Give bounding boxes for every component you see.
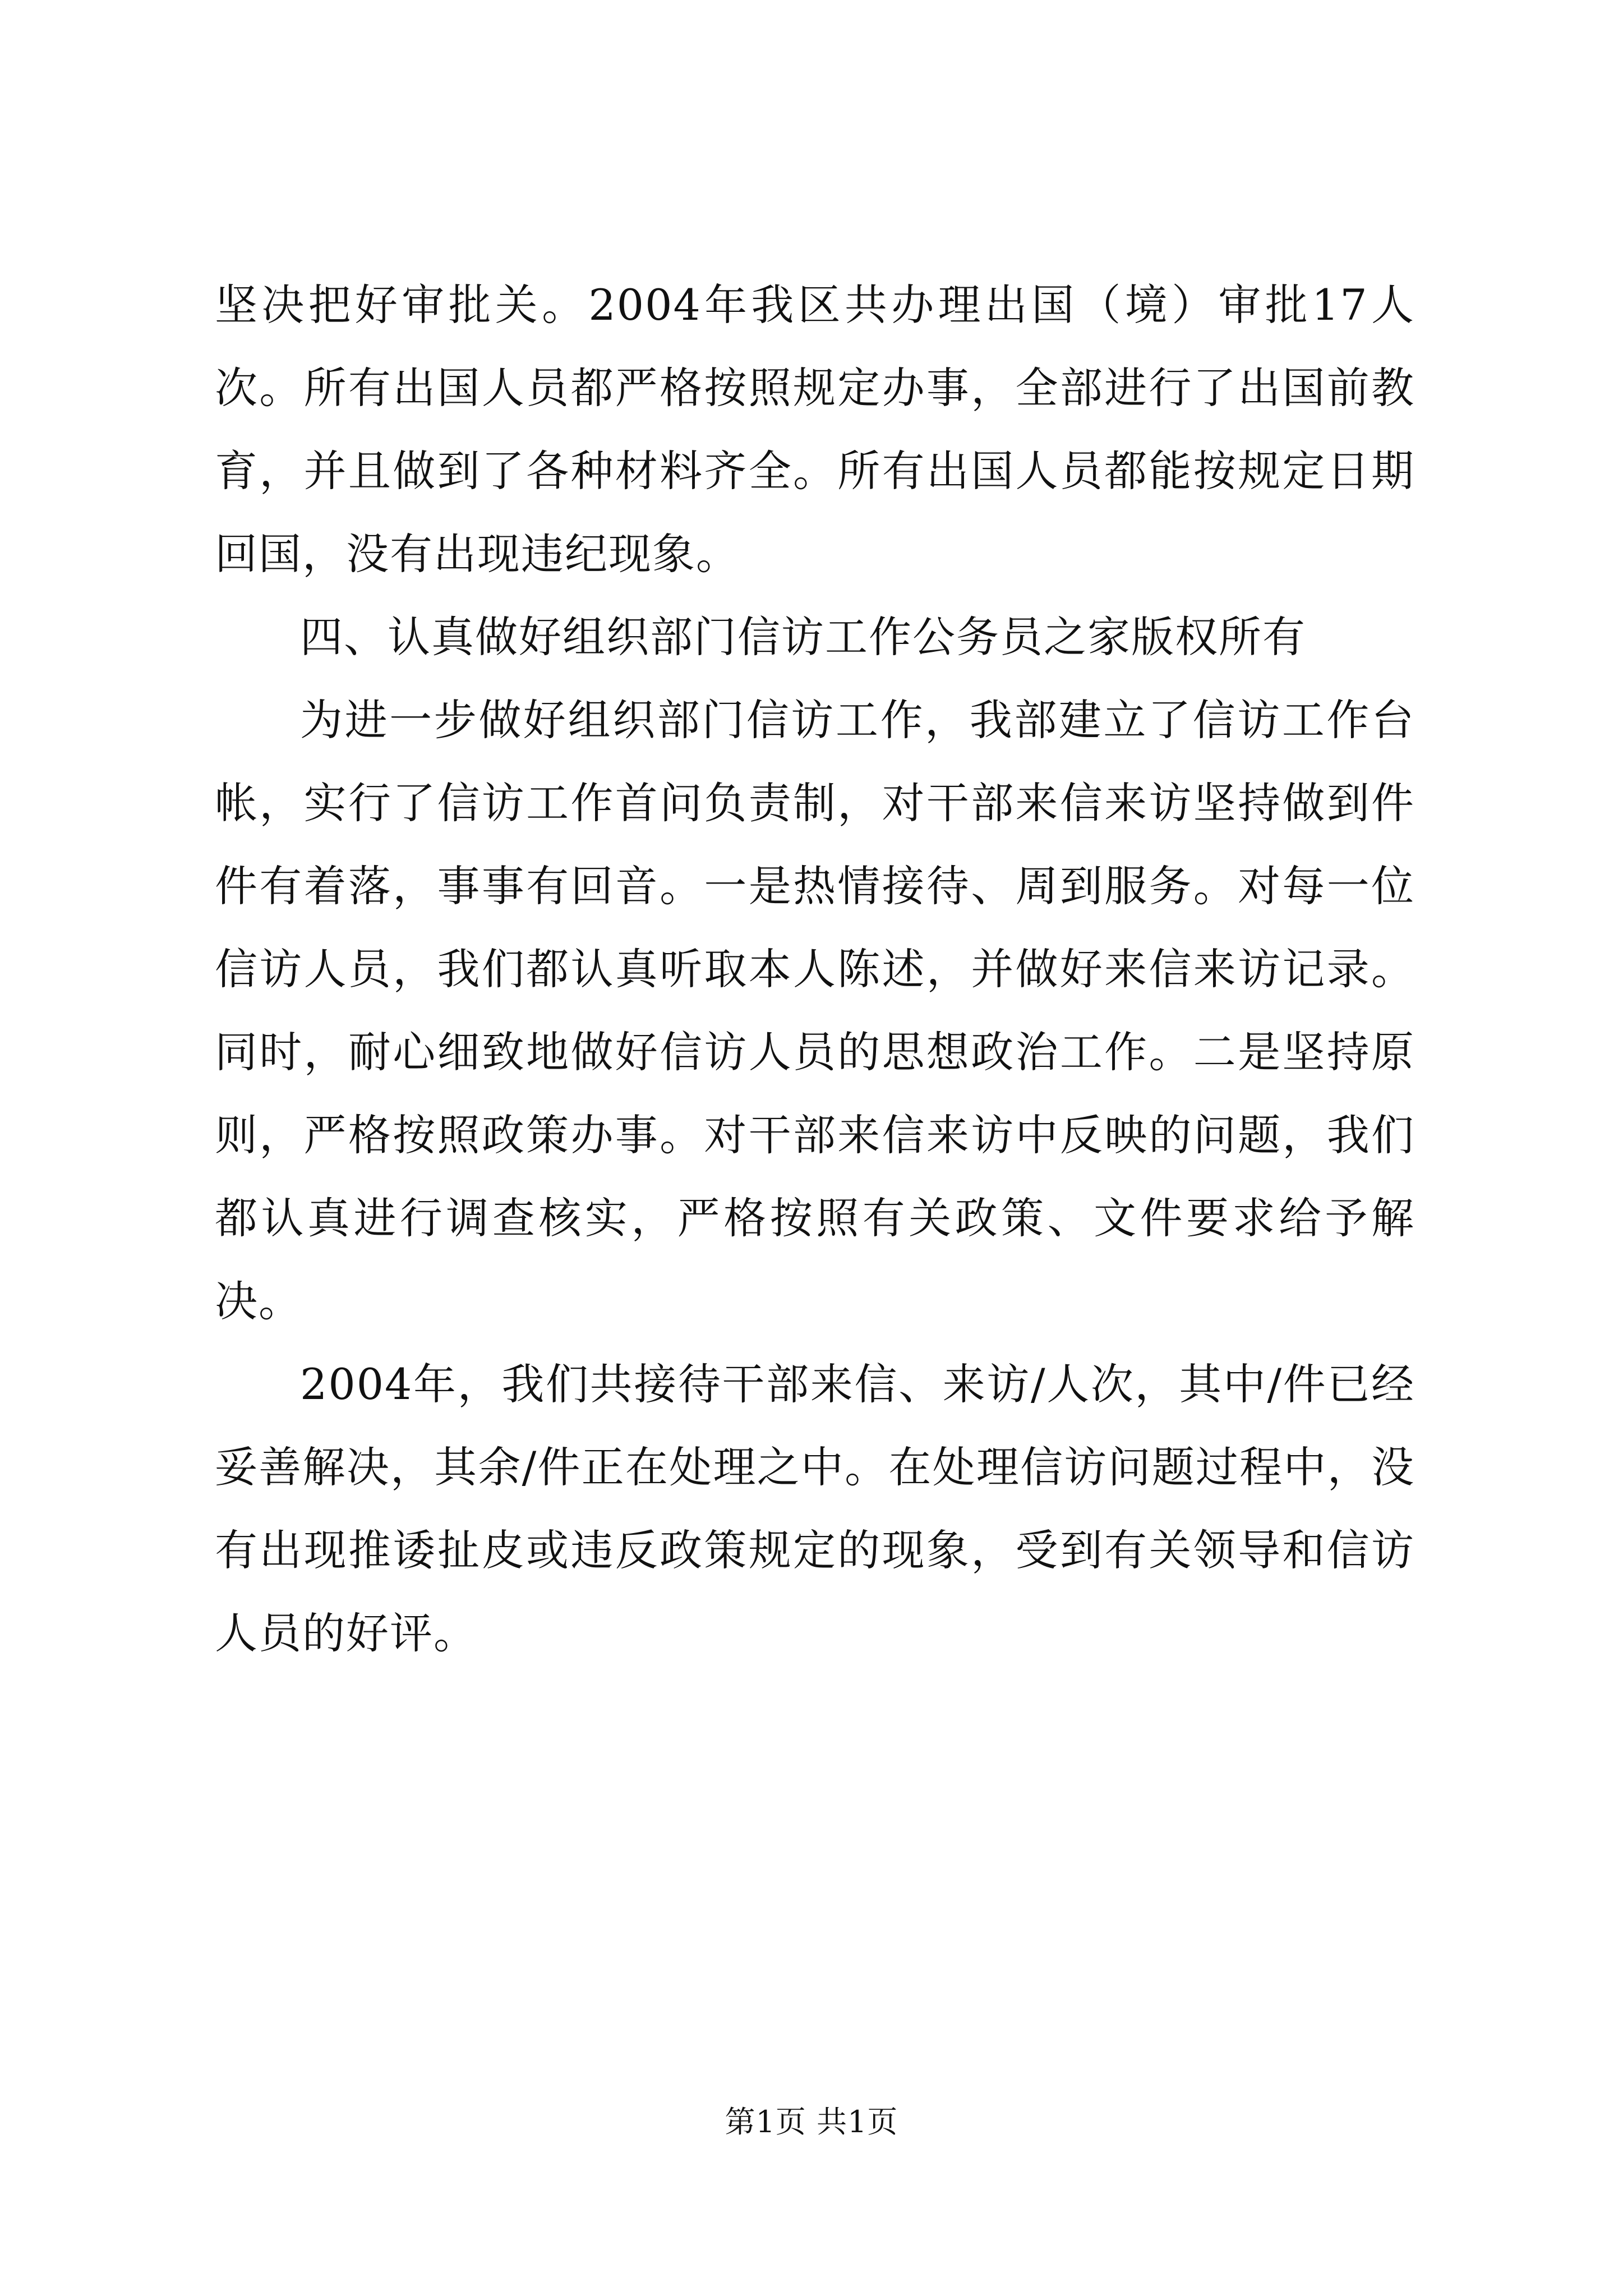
paragraph-petition-measures: 为进一步做好组织部门信访工作，我部建立了信访工作台帐，实行了信访工作首问负责制，对干部来信来访坚持做到件件有着落，事事有回音。一是热情接待、周到服务。对每一位信访人员，我们都认真听取本人陈述，并做好来信来访记录。同时，耐心细致地做好信访人员的思想政治工作。二是坚持原则，严格按照政策办事。对干部来信来访中反映的问题，我们都认真进行调查核实，严格按照有关政策、文件要求给予解决。 bbox=[215, 695, 1415, 1326]
paragraph-approval-summary: 坚决把好审批关。2004年我区共办理出国（境）审批17人次。所有出国人员都严格按照规定办事，全部进行了出国前教育，并且做到了各种材料齐全。所有出国人员都能按规定日期回国，没有出现违纪现象。 bbox=[215, 280, 1415, 579]
paragraph-petition-results: 2004年，我们共接待干部来信、来访/人次，其中/件已经妥善解决，其余/件正在处理之中。在处理信访问题过程中，没有出现推诿扯皮或违反政策规定的现象，受到有关领导和信访人员的好评。 bbox=[215, 1359, 1415, 1658]
section-heading-petition-work: 四、认真做好组织部门信访工作公务员之家版权所有 bbox=[300, 612, 1306, 662]
document-body bbox=[215, 264, 1415, 1675]
page-footer: 第1页 共1页 bbox=[725, 2104, 898, 2139]
